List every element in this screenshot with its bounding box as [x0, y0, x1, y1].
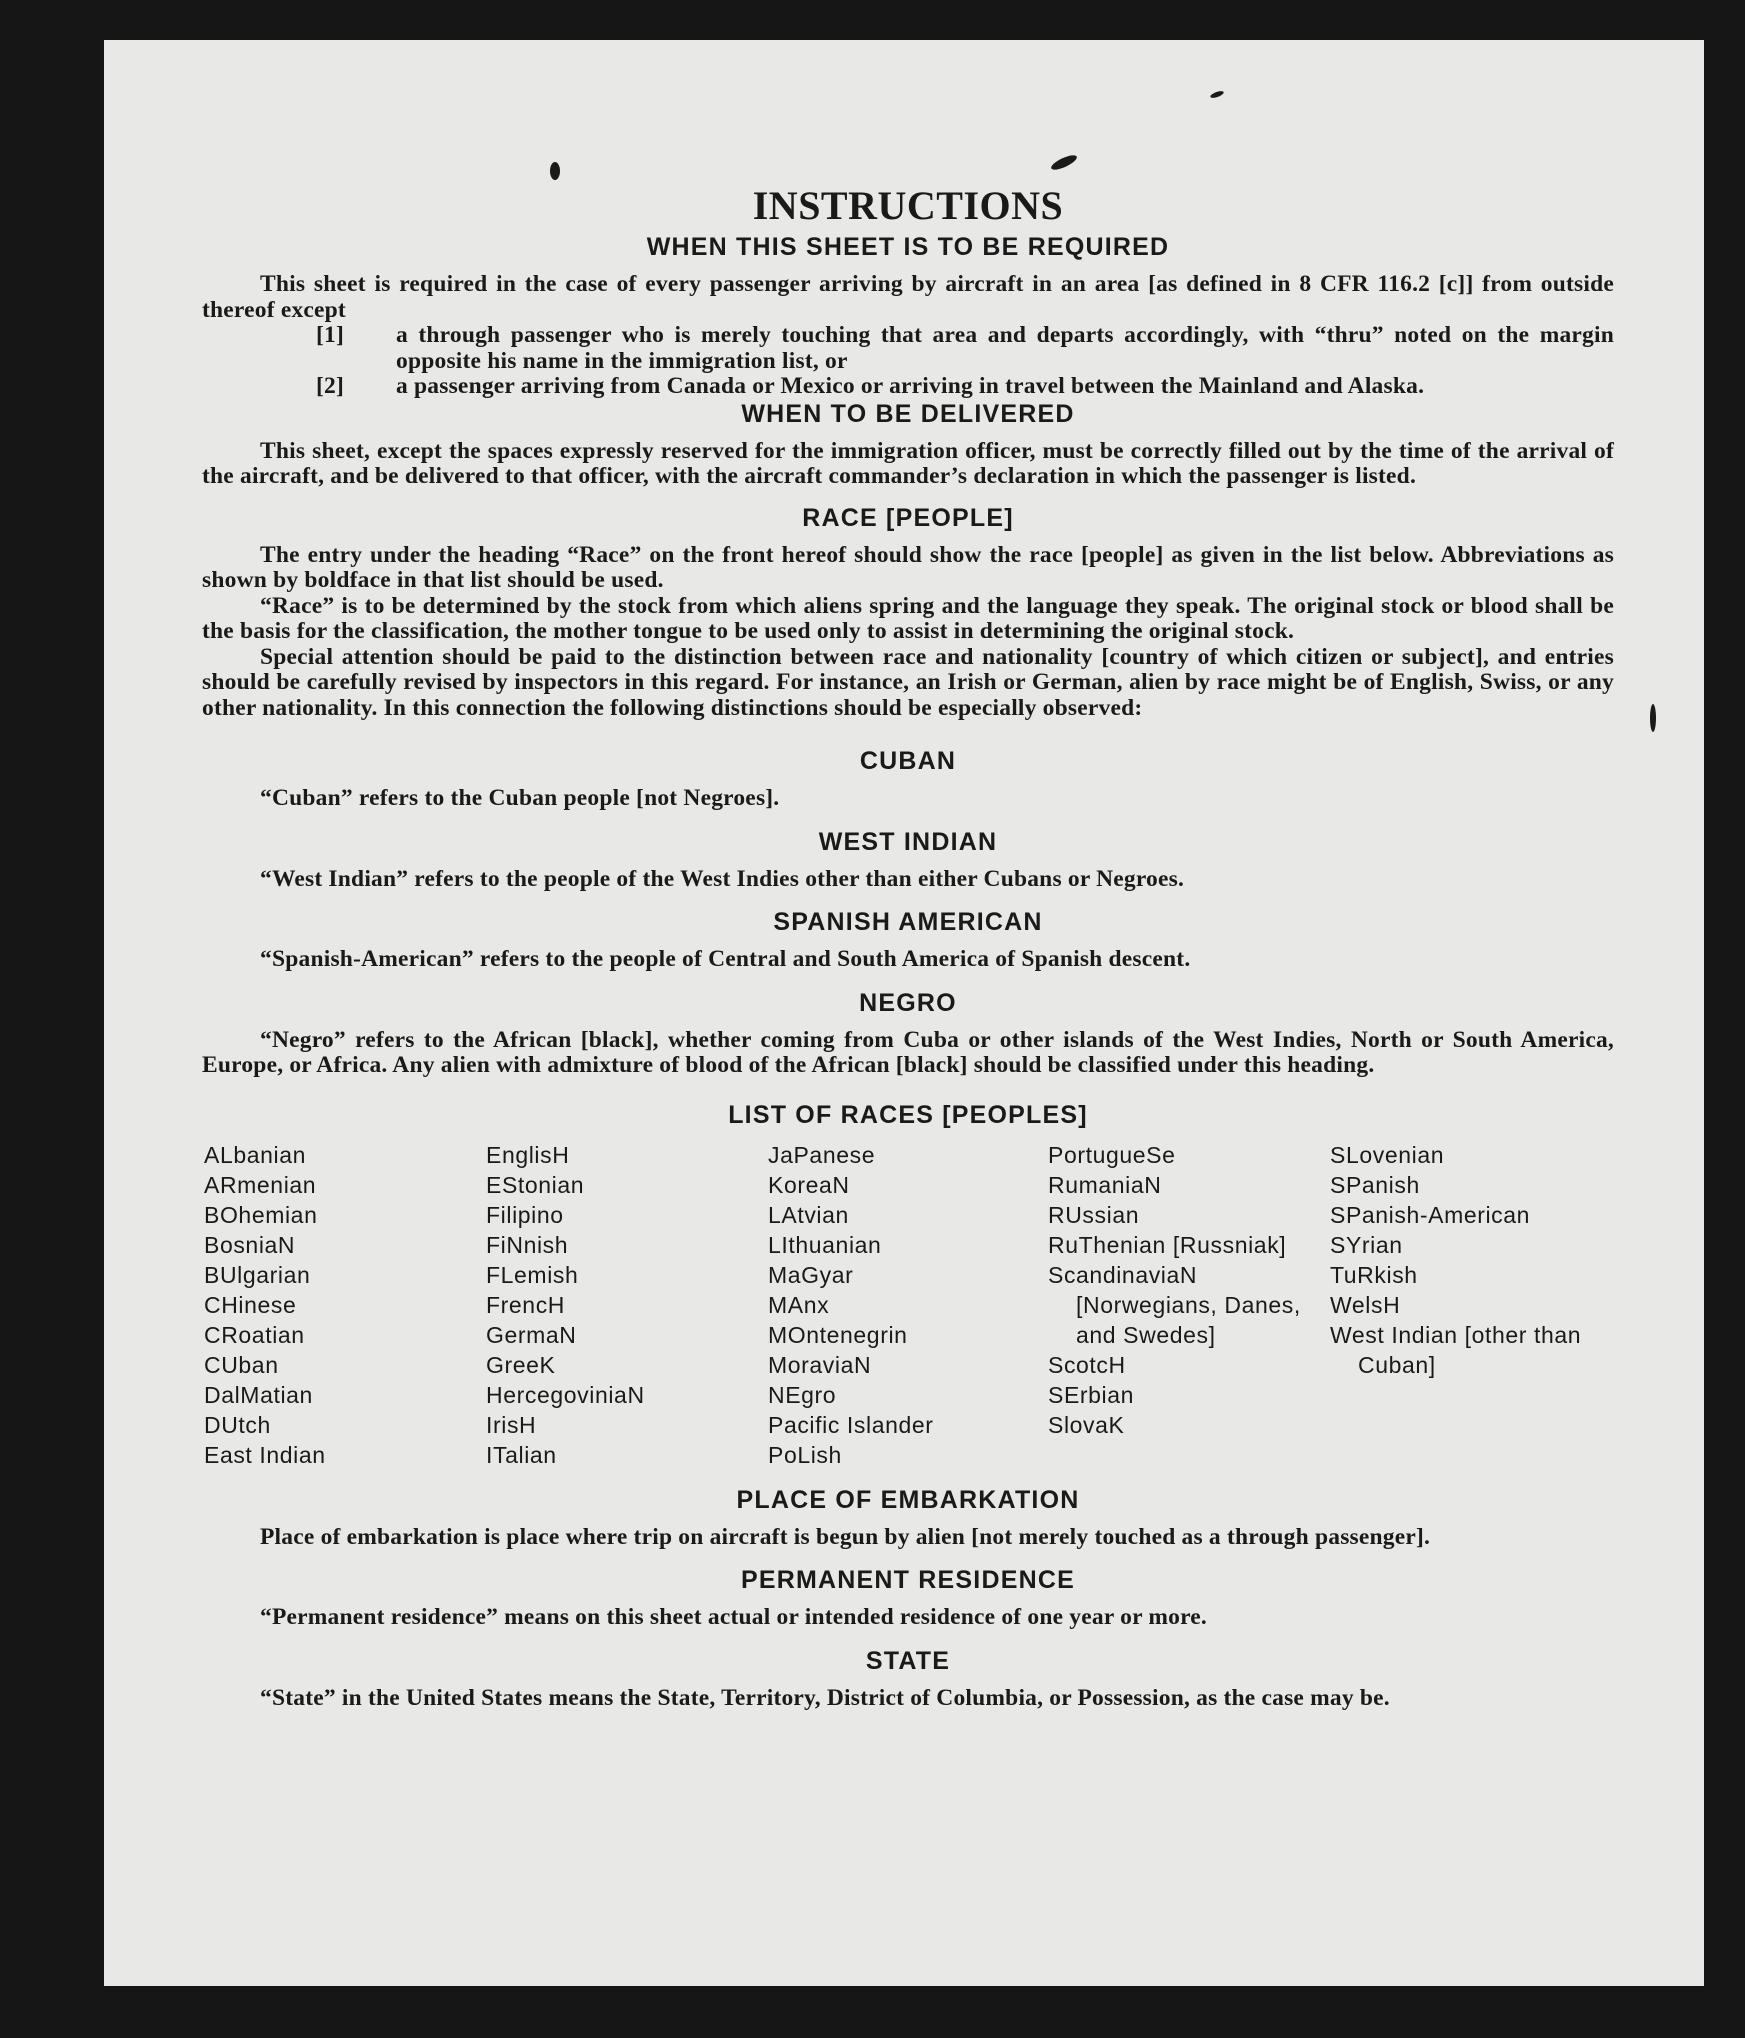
- heading-race: RACE [PEOPLE]: [802, 503, 1014, 532]
- heading-embarkation: PLACE OF EMBARKATION: [736, 1485, 1080, 1514]
- document-page: [104, 40, 1704, 1986]
- ink-mark: [1650, 704, 1656, 732]
- exception-text: a passenger arriving from Canada or Mexico or arriving in travel between the Mainland and Alaska.: [396, 373, 1425, 399]
- race-item: SPanish-American: [1330, 1201, 1531, 1228]
- race-item: LAtvian: [768, 1201, 849, 1228]
- negro-text: “Negro” refers to the African [black], whether coming from Cuba or other islands of the West Indies, North or South America, Europe, or Africa. Any alien with admixture of blood of the African [black] should be classified under this heading.: [202, 1026, 1614, 1078]
- section-negro: [202, 989, 1614, 1079]
- heading-cuban: CUBAN: [859, 747, 957, 775]
- race-item: CRoatian: [204, 1321, 305, 1348]
- spanish-american-text: “Spanish-American” refers to the people of Central and South America of Spanish descent.: [260, 946, 1191, 972]
- race-item: PortugueSe: [1048, 1141, 1176, 1168]
- race-item: FiNnish: [486, 1231, 569, 1258]
- race-item: ScotcH: [1048, 1351, 1126, 1378]
- race-item: SYrian: [1330, 1231, 1403, 1258]
- races-column-2: [486, 1140, 768, 1470]
- west-indian-text: “West Indian” refers to the people of the West Indies other than either Cubans or Negroes.: [260, 865, 1185, 892]
- race-item: SLovenian: [1330, 1141, 1445, 1168]
- section-cuban: [202, 747, 1614, 812]
- exception-text: a through passenger who is merely touching that area and departs accordingly, with “thru” noted on the margin opposite his name in the immigration list, or: [396, 322, 1614, 374]
- race-item: Pacific Islander: [768, 1411, 934, 1438]
- race-item: SErbian: [1048, 1381, 1135, 1408]
- exception-list: [316, 323, 1614, 400]
- race-item: NEgro: [768, 1381, 837, 1408]
- delivered-text: This sheet, except the spaces expressly reserved for the immigration officer, must be correctly filled out by the time of the arrival of the aircraft, and be delivered to that officer, with the aircraft commander’s declaration in which the passenger is listed.: [202, 437, 1614, 489]
- race-item: EnglisH: [486, 1141, 570, 1168]
- race-item: ALbanian: [204, 1141, 306, 1168]
- race-item: MAnx: [768, 1291, 830, 1318]
- race-item: MOntenegrin: [768, 1321, 908, 1348]
- heading-required: WHEN THIS SHEET IS TO BE REQUIRED: [646, 233, 1170, 261]
- race-item: SPanish: [1330, 1171, 1420, 1198]
- exception-item: [316, 323, 1614, 374]
- race-item: TuRkish: [1330, 1261, 1418, 1288]
- race-item: EStonian: [486, 1171, 585, 1198]
- race-item: ScandinaviaN [Norwegians, Danes, and Swedes]: [1048, 1261, 1301, 1348]
- race-paragraph-1: The entry under the heading “Race” on the front hereof should show the race [people] as given in the list below. Abbreviations as shown by boldface in that list should be used.: [202, 541, 1614, 593]
- race-item: RUssian: [1048, 1201, 1140, 1228]
- heading-residence: PERMANENT RESIDENCE: [741, 1566, 1075, 1594]
- race-item: JaPanese: [768, 1141, 876, 1168]
- race-item: LIthuanian: [768, 1231, 882, 1258]
- races-column-3: [768, 1140, 1048, 1470]
- race-item: IrisH: [486, 1411, 537, 1438]
- race-paragraph-2: “Race” is to be determined by the stock from which aliens spring and the language they speak. The original stock or blood shall be the basis for the classification, the mother tongue to be used only to assist in determining the original stock.: [202, 592, 1614, 644]
- race-item: BOhemian: [204, 1201, 318, 1228]
- page-title: INSTRUCTIONS: [752, 183, 1064, 228]
- race-item: HercegoviniaN: [486, 1381, 645, 1408]
- races-column-5: [1330, 1140, 1616, 1470]
- race-item: FrencH: [486, 1291, 566, 1318]
- race-item: Filipino: [486, 1201, 564, 1228]
- race-item: MoraviaN: [768, 1351, 872, 1378]
- race-item: RuThenian [Russniak]: [1048, 1231, 1287, 1258]
- section-embarkation: [202, 1486, 1614, 1551]
- race-item: GermaN: [486, 1321, 577, 1348]
- section-residence: [202, 1566, 1614, 1631]
- race-item: WelsH: [1330, 1291, 1401, 1318]
- section-west-indian: [202, 828, 1614, 893]
- race-item: FLemish: [486, 1261, 579, 1288]
- race-item: SlovaK: [1048, 1411, 1125, 1438]
- race-item: MaGyar: [768, 1261, 854, 1288]
- race-item: RumaniaN: [1048, 1171, 1162, 1198]
- race-item: PoLish: [768, 1441, 842, 1468]
- section-state: [202, 1647, 1614, 1712]
- heading-negro: NEGRO: [859, 988, 957, 1017]
- race-item: East Indian: [204, 1441, 326, 1468]
- heading-list-of-races: LIST OF RACES [PEOPLES]: [728, 1100, 1088, 1129]
- race-item: BUlgarian: [204, 1261, 311, 1288]
- instructions-body: [202, 140, 1614, 1721]
- section-spanish-american: [202, 908, 1614, 973]
- heading-state: STATE: [865, 1646, 951, 1675]
- heading-spanish-american: SPANISH AMERICAN: [773, 908, 1043, 936]
- embarkation-text: Place of embarkation is place where trip on aircraft is begun by alien [not merely touched as a through passenger].: [260, 1523, 1431, 1550]
- race-item: ITalian: [486, 1441, 557, 1468]
- exception-number: [1]: [316, 322, 345, 348]
- race-item: CUban: [204, 1351, 279, 1378]
- race-item: DalMatian: [204, 1381, 313, 1408]
- state-text: “State” in the United States means the State, Territory, District of Columbia, or Possession, as the case may be.: [260, 1684, 1390, 1711]
- heading-delivered: WHEN TO BE DELIVERED: [741, 399, 1075, 428]
- exception-item: [316, 374, 1614, 400]
- race-paragraph-3: Special attention should be paid to the distinction between race and nationality [country of which citizen or subject], and entries should be carefully revised by inspectors in this regard. For instance, an Irish or German, alien by race might be of English, Swiss, or any other nationality. In this connection the following distinctions should be especially observed:: [202, 643, 1614, 721]
- exception-number: [2]: [316, 373, 345, 399]
- race-item: BosniaN: [204, 1231, 296, 1258]
- race-item: GreeK: [486, 1351, 556, 1378]
- races-column-1: [204, 1140, 486, 1470]
- residence-text: “Permanent residence” means on this sheet actual or intended residence of one year or more.: [260, 1604, 1207, 1630]
- cuban-text: “Cuban” refers to the Cuban people [not Negroes].: [260, 785, 780, 811]
- race-item: CHinese: [204, 1291, 297, 1318]
- heading-west-indian: WEST INDIAN: [818, 827, 998, 856]
- race-item: ARmenian: [204, 1171, 317, 1198]
- race-item: West Indian [other than Cuban]: [1330, 1321, 1582, 1378]
- race-item: DUtch: [204, 1411, 271, 1438]
- races-column-4: [1048, 1140, 1330, 1470]
- races-list: [204, 1140, 1614, 1470]
- race-item: KoreaN: [768, 1171, 850, 1198]
- ink-mark: [1210, 90, 1225, 99]
- required-intro: This sheet is required in the case of every passenger arriving by aircraft in an area [as defined in 8 CFR 116.2 [c]] from outside thereof except: [202, 271, 1614, 323]
